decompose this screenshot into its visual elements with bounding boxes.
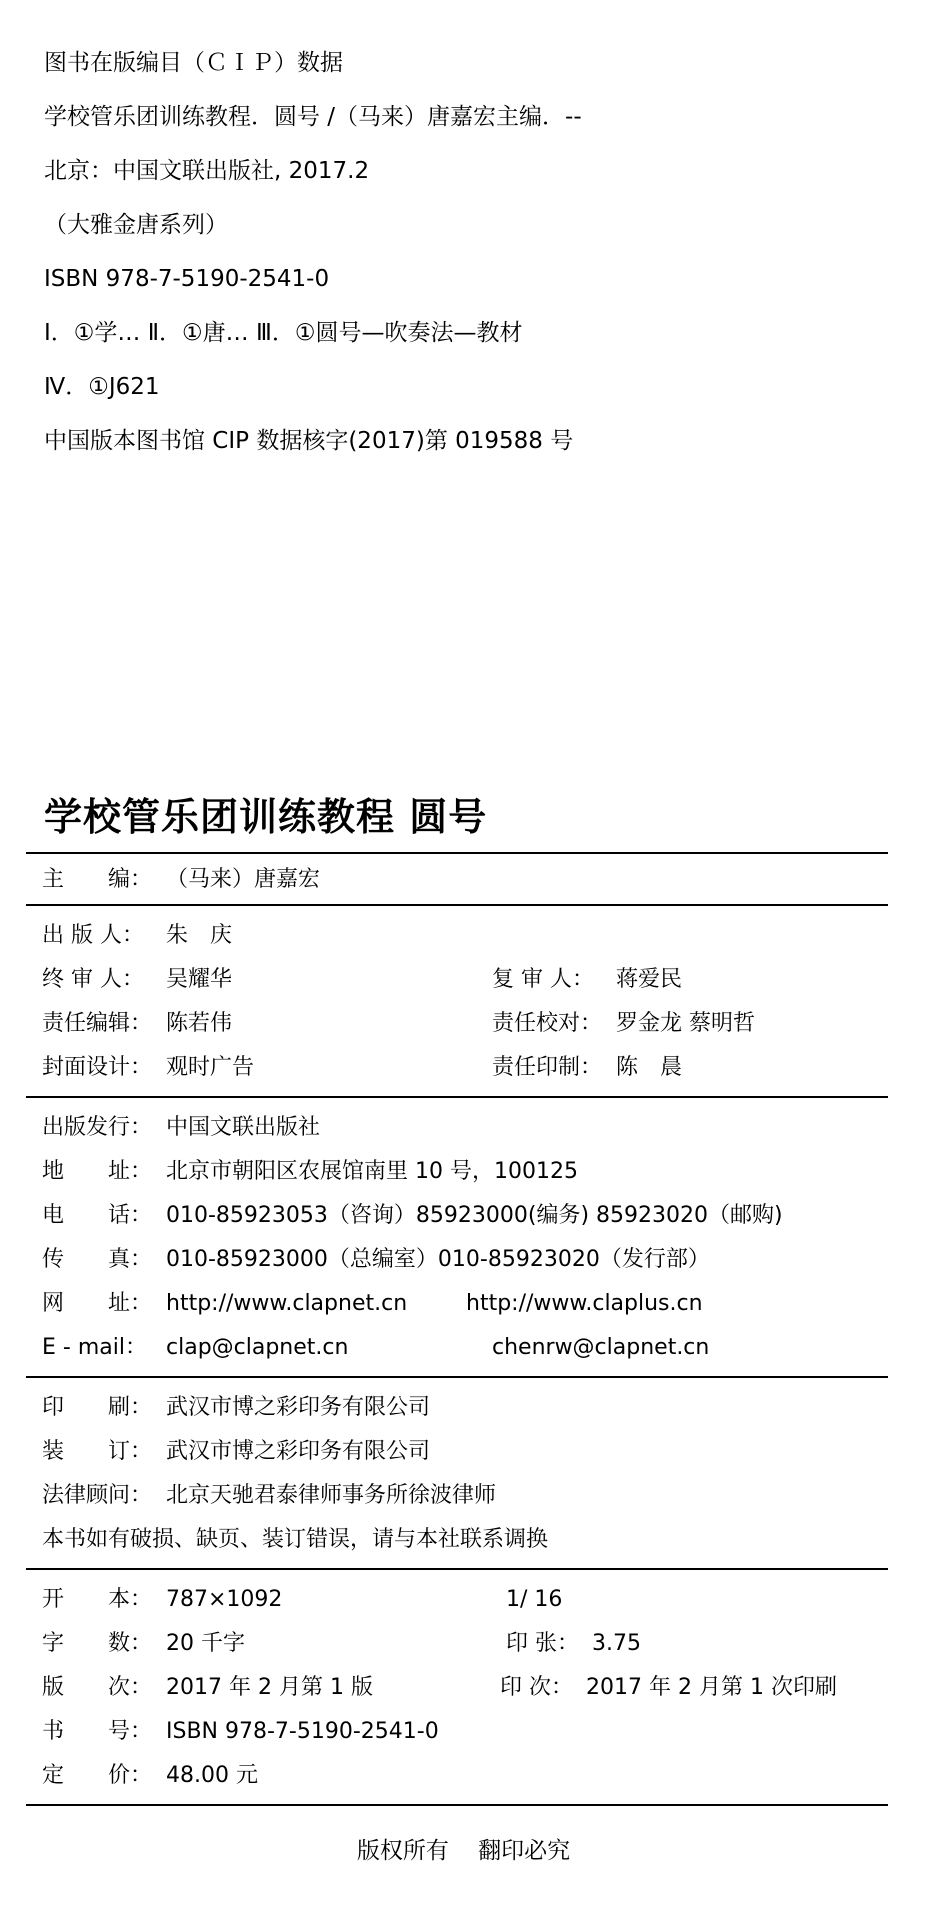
- proofreader-value: 罗金龙 蔡明哲: [616, 1011, 755, 1036]
- reviewer-row: [26, 958, 888, 1002]
- isbn-row: [26, 1710, 888, 1754]
- price-value: 48.00 元: [166, 1763, 258, 1788]
- notice-row: [26, 1518, 888, 1562]
- edition-row: [26, 1666, 888, 1710]
- distributor-label: 出版发行：: [42, 1115, 153, 1140]
- impression-value: 2017 年 2 月第 1 次印刷: [586, 1675, 837, 1700]
- editor-proof-row: [26, 1002, 888, 1046]
- legal-advisor-row: [26, 1474, 888, 1518]
- email-link[interactable]: clap@clapnet.cn: [166, 1335, 349, 1360]
- fax-value: 010-85923000（总编室）010-85923020（发行部）: [166, 1247, 710, 1272]
- cip-data-block: [44, 52, 884, 484]
- proofreader-label: 责任校对：: [492, 1011, 603, 1036]
- cip-series-line: （大雅金唐系列）: [44, 212, 228, 238]
- distribution-section: [26, 1098, 888, 1376]
- edition-label: 版 次：: [42, 1675, 153, 1700]
- email-link-2[interactable]: chenrw@clapnet.cn: [492, 1335, 710, 1360]
- book-title: 学校管乐团训练教程 圆号: [44, 795, 488, 839]
- responsible-editor-value: 陈若伟: [166, 1011, 233, 1036]
- publisher-person-value: 朱 庆: [166, 923, 233, 948]
- phone-value: 010-85923053（咨询）85923000(编务) 85923020（邮购): [166, 1203, 783, 1228]
- word-count-value: 20 千字: [166, 1631, 245, 1656]
- printer-row: [26, 1386, 888, 1430]
- legal-advisor-value: 北京天驰君泰律师事务所徐波律师: [166, 1483, 497, 1508]
- fax-row: [26, 1238, 888, 1282]
- email-label: E - mail：: [42, 1335, 147, 1360]
- binder-row: [26, 1430, 888, 1474]
- replacement-notice: 本书如有破损、缺页、装订错误，请与本社联系调换: [42, 1527, 549, 1552]
- second-reviewer-label: 复 审 人：: [492, 967, 594, 992]
- publisher-person-label: 出 版 人：: [42, 923, 144, 948]
- printing-supervisor-value: 陈 晨: [616, 1055, 683, 1080]
- binder-label: 装 订：: [42, 1439, 153, 1464]
- specs-section: [26, 1570, 888, 1804]
- cip-classification-line: Ⅰ．①学… Ⅱ．①唐… Ⅲ．①圆号—吹奏法—教材: [44, 320, 523, 346]
- design-print-row: [26, 1046, 888, 1090]
- cip-class-number-line: Ⅳ．①J621: [44, 374, 160, 400]
- address-label: 地 址：: [42, 1159, 153, 1184]
- cip-isbn-line: ISBN 978-7-5190-2541-0: [44, 266, 330, 292]
- email-row: [26, 1326, 888, 1370]
- printing-section: [26, 1378, 888, 1568]
- final-reviewer-value: 吴耀华: [166, 967, 233, 992]
- fax-label: 传 真：: [42, 1247, 153, 1272]
- editor-row: [26, 858, 888, 902]
- distributor-value: 中国文联出版社: [166, 1115, 321, 1140]
- edition-value: 2017 年 2 月第 1 版: [166, 1675, 373, 1700]
- cip-header: 图书在版编目（ＣＩＰ）数据: [44, 50, 343, 76]
- cover-design-label: 封面设计：: [42, 1055, 153, 1080]
- divider: [26, 1804, 888, 1806]
- website-row: [26, 1282, 888, 1326]
- cip-title-line: 学校管乐团训练教程．圆号 /（马来）唐嘉宏主编．--: [44, 104, 582, 130]
- editor-value: （马来）唐嘉宏: [166, 867, 321, 892]
- format-fold-value: 1/ 16: [506, 1587, 563, 1612]
- copyright-notice: 版权所有 翻印必究: [356, 1838, 571, 1864]
- second-reviewer-value: 蒋爱民: [616, 967, 683, 992]
- sheets-value: 3.75: [592, 1631, 641, 1656]
- format-label: 开 本：: [42, 1587, 153, 1612]
- isbn-label: 书 号：: [42, 1719, 153, 1744]
- price-row: [26, 1754, 888, 1798]
- format-value: 787×1092: [166, 1587, 283, 1612]
- format-row: [26, 1578, 888, 1622]
- website-label: 网 址：: [42, 1291, 153, 1316]
- binder-value: 武汉市博之彩印务有限公司: [166, 1439, 431, 1464]
- editor-label: 主 编：: [42, 867, 153, 892]
- responsible-editor-label: 责任编辑：: [42, 1011, 153, 1036]
- phone-label: 电 话：: [42, 1203, 153, 1228]
- impression-label: 印 次：: [500, 1675, 573, 1700]
- staff-section: [26, 906, 888, 1096]
- printing-supervisor-label: 责任印制：: [492, 1055, 603, 1080]
- address-row: [26, 1150, 888, 1194]
- sheets-label: 印 张：: [506, 1631, 579, 1656]
- final-reviewer-label: 终 审 人：: [42, 967, 144, 992]
- publisher-person-row: [26, 914, 888, 958]
- distributor-row: [26, 1106, 888, 1150]
- price-label: 定 价：: [42, 1763, 153, 1788]
- editor-section: [26, 854, 888, 904]
- address-value: 北京市朝阳区农展馆南里 10 号，100125: [166, 1159, 578, 1184]
- printer-value: 武汉市博之彩印务有限公司: [166, 1395, 431, 1420]
- printer-label: 印 刷：: [42, 1395, 153, 1420]
- isbn-value: ISBN 978-7-5190-2541-0: [166, 1719, 439, 1744]
- colophon-table: [26, 852, 888, 1806]
- phone-row: [26, 1194, 888, 1238]
- website-link-2[interactable]: http://www.claplus.cn: [466, 1291, 703, 1316]
- word-count-row: [26, 1622, 888, 1666]
- cip-publisher-line: 北京：中国文联出版社, 2017.2: [44, 158, 370, 184]
- cover-design-value: 观时广告: [166, 1055, 255, 1080]
- cip-record-number-line: 中国版本图书馆 CIP 数据核字(2017)第 019588 号: [44, 428, 574, 454]
- website-link[interactable]: http://www.clapnet.cn: [166, 1291, 408, 1316]
- legal-advisor-label: 法律顾问：: [42, 1483, 153, 1508]
- word-count-label: 字 数：: [42, 1631, 153, 1656]
